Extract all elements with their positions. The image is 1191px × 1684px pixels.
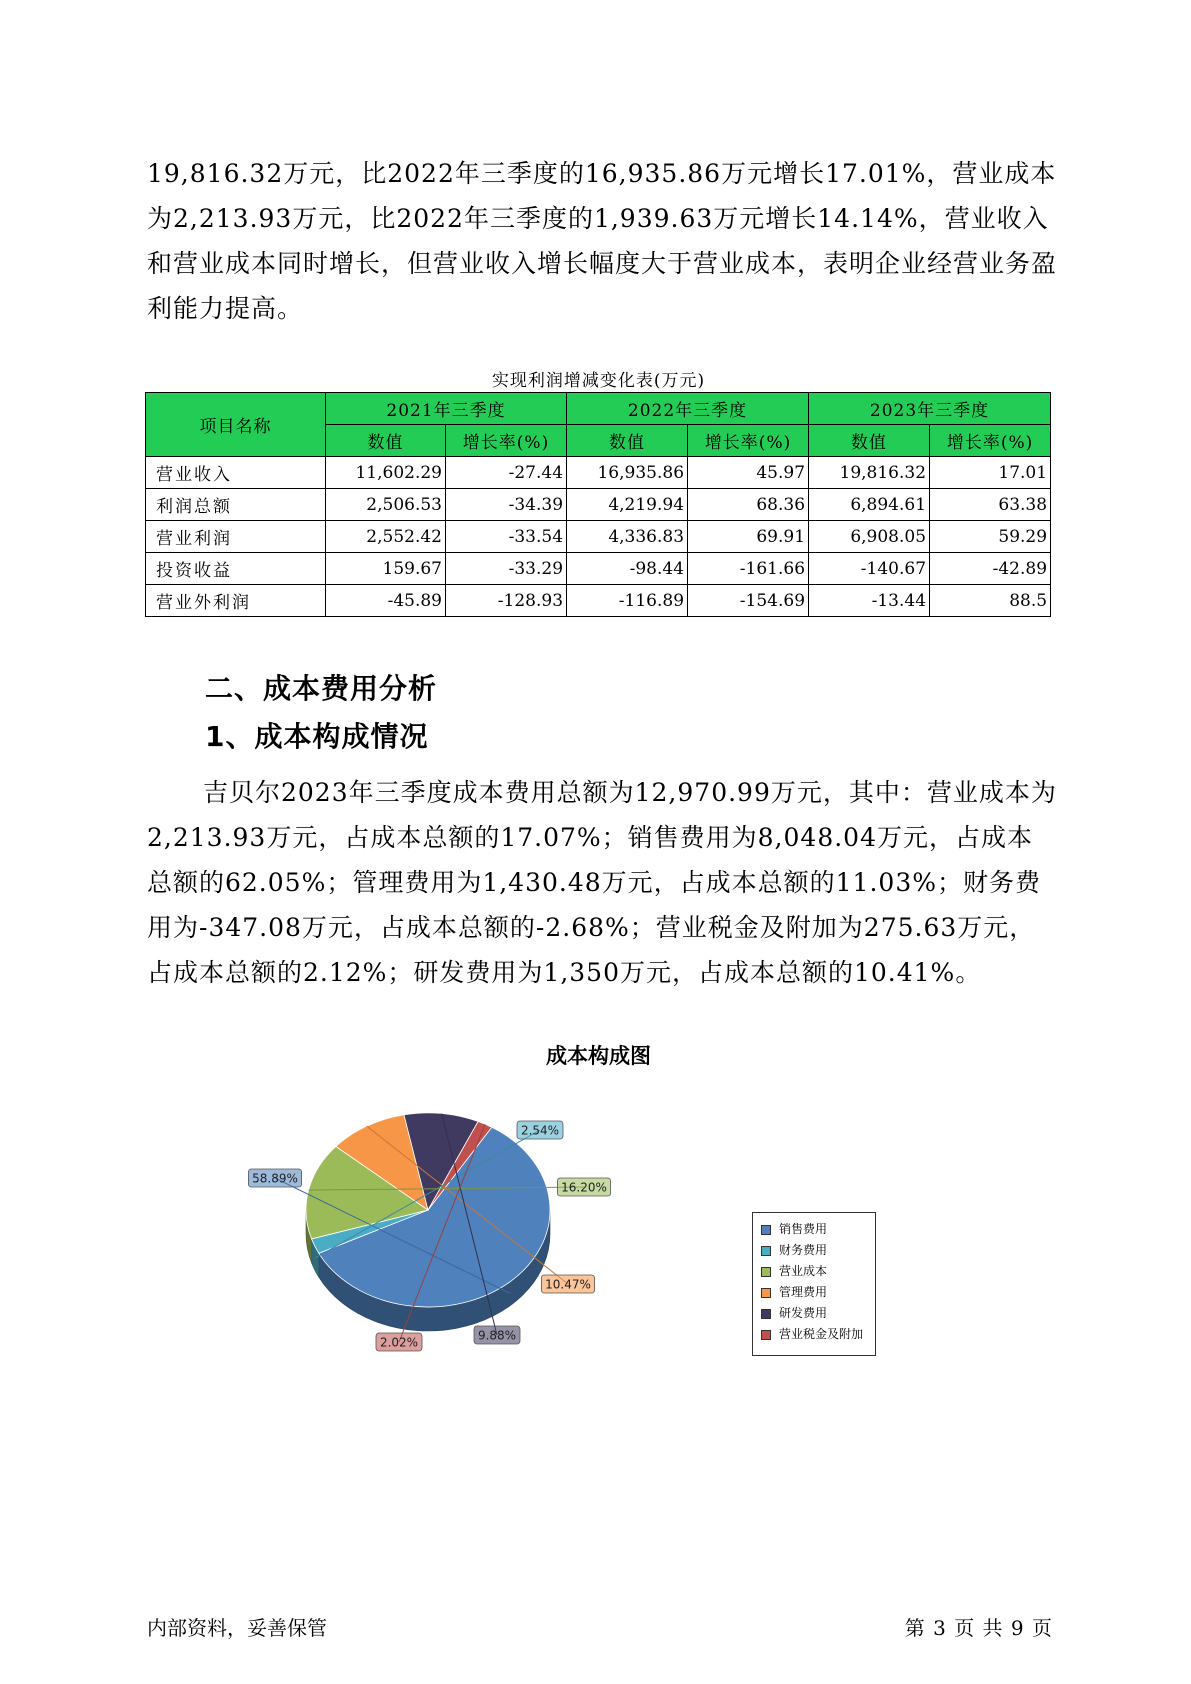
table-cell: 68.36 [688,489,809,521]
table-caption: 实现利润增减变化表(万元) [491,371,706,391]
table-cell: 6,908.05 [809,521,930,553]
table-cell: 11,602.29 [326,457,446,489]
legend-label: 管理费用 [779,1285,828,1299]
pie-data-label: 58.89% [252,1171,298,1186]
table-cell: 63.38 [930,489,1051,521]
legend-swatch [761,1309,771,1319]
table-cell: -98.44 [567,553,688,585]
table-cell: -128.93 [446,585,567,617]
footer-page-number: 第 3 页 共 9 页 [904,1616,1053,1640]
paragraph-text: 吉贝尔2023年三季度成本费用总额为12,970.99万元，其中：营业成本为2,213.93万元，占成本总额的17.07%；销售费用为8,048.04万元，占成本总额的62.05%；管理费用为1,430.48万元，占成本总额的11.03%；财务费用为-347.08万元，占成本总额的-2.68%；营业税金及附加为275.63万元，占成本总额的2.12%；研发费用为1,350万元，占成本总额的10.41%。 [147,778,1057,987]
header-year-2021: 2021年三季度 [326,393,567,425]
legend-swatch [761,1267,771,1277]
legend-label: 销售费用 [779,1222,828,1236]
table-cell: -154.69 [688,585,809,617]
table-cell: 59.29 [930,521,1051,553]
chart-legend [752,1212,876,1356]
pie-data-label: 9.88% [477,1328,517,1343]
table-cell: -33.54 [446,521,567,553]
table-cell: -34.39 [446,489,567,521]
table-cell: -42.89 [930,553,1051,585]
legend-item [761,1219,875,1240]
header-value: 数值 [326,425,446,457]
table-cell: -140.67 [809,553,930,585]
table-cell: 2,552.42 [326,521,446,553]
legend-item [761,1282,875,1303]
pie-data-label: 2.02% [379,1335,419,1350]
legend-label: 财务费用 [779,1243,828,1257]
legend-swatch [761,1288,771,1298]
table-cell: -27.44 [446,457,567,489]
row-name: 营业外利润 [146,585,326,617]
table-cell: 6,894.61 [809,489,930,521]
table-cell: 4,219.94 [567,489,688,521]
legend-label: 营业成本 [779,1264,828,1278]
table-cell: 16,935.86 [567,457,688,489]
legend-item [761,1261,875,1282]
header-growth: 增长率(%) [930,425,1051,457]
header-year-2022: 2022年三季度 [567,393,809,425]
table-cell: 4,336.83 [567,521,688,553]
row-name: 投资收益 [146,553,326,585]
legend-item [761,1324,875,1345]
table-cell: -33.29 [446,553,567,585]
table-cell: 2,506.53 [326,489,446,521]
row-name: 营业收入 [146,457,326,489]
footer-confidential: 内部资料，妥善保管 [147,1616,327,1640]
table-cell: 159.67 [326,553,446,585]
header-year-2023: 2023年三季度 [809,393,1051,425]
header-growth: 增长率(%) [688,425,809,457]
legend-label: 营业税金及附加 [779,1327,864,1341]
table-cell: -161.66 [688,553,809,585]
legend-swatch [761,1225,771,1235]
row-name: 利润总额 [146,489,326,521]
table-cell: 69.91 [688,521,809,553]
section-heading: 二、成本费用分析 [205,672,438,705]
pie-data-label: 2.54% [520,1123,560,1138]
pie-data-label: 16.20% [561,1180,607,1195]
legend-label: 研发费用 [779,1306,828,1320]
paragraph-text: 19,816.32万元，比2022年三季度的16,935.86万元增长17.01%，营业成本为2,213.93万元，比2022年三季度的1,939.63万元增长14.14%，营业收入和营业成本同时增长，但营业收入增长幅度大于营业成本，表明企业经营业务盈利能力提高。 [147,159,1058,323]
legend-swatch [761,1246,771,1256]
table-cell: 88.5 [930,585,1051,617]
table-cell: -13.44 [809,585,930,617]
subsection-heading: 1、成本构成情况 [205,720,429,753]
legend-item [761,1240,875,1261]
header-item-name: 项目名称 [146,393,326,457]
row-name: 营业利润 [146,521,326,553]
legend-swatch [761,1330,771,1340]
legend-item [761,1303,875,1324]
table-cell: 19,816.32 [809,457,930,489]
table-cell: -45.89 [326,585,446,617]
table-cell: 45.97 [688,457,809,489]
chart-title: 成本构成图 [546,1044,651,1068]
table-cell: -116.89 [567,585,688,617]
header-value: 数值 [567,425,688,457]
pie-data-label: 10.47% [545,1277,591,1292]
header-value: 数值 [809,425,930,457]
table-cell: 17.01 [930,457,1051,489]
header-growth: 增长率(%) [446,425,567,457]
